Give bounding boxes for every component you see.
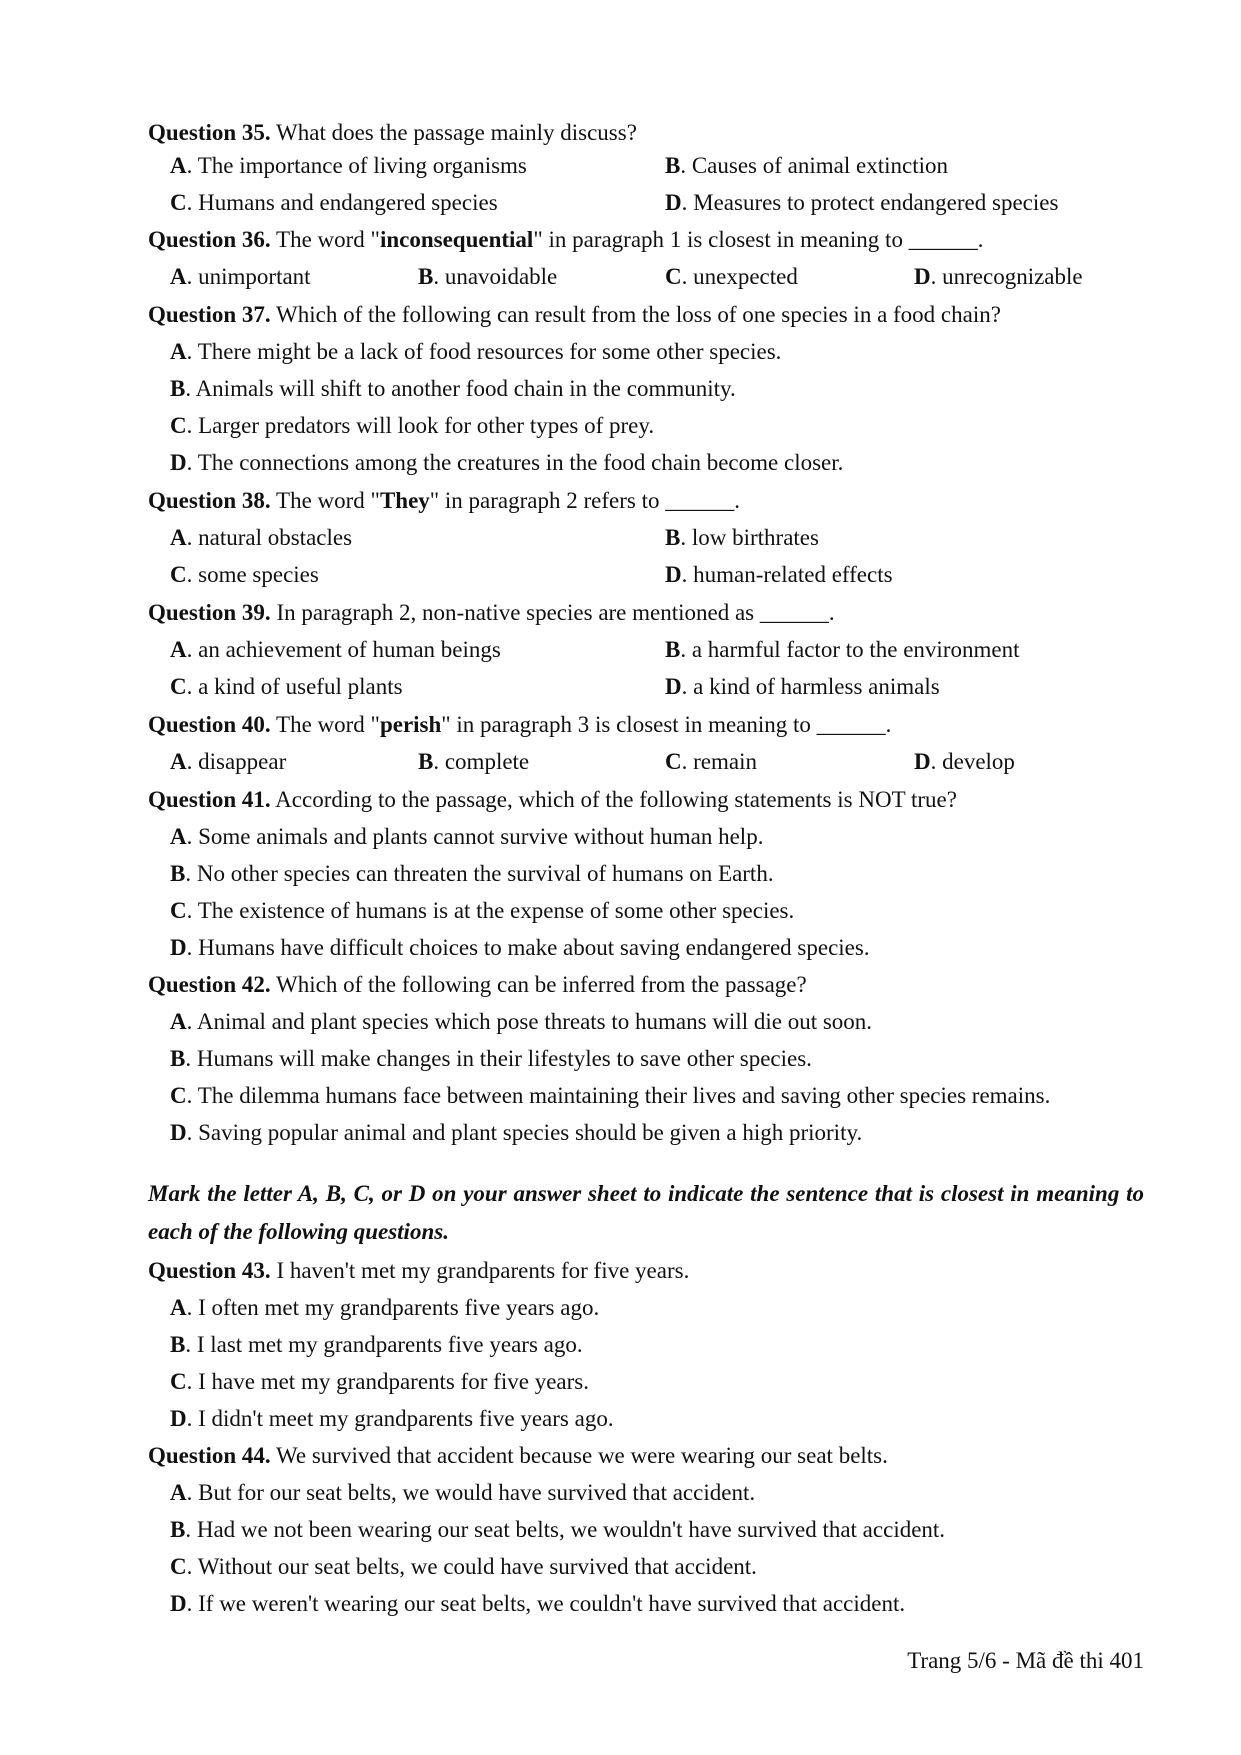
option-d[interactable]: D. unrecognizable [914,264,1083,289]
option-d[interactable]: D. Measures to protect endangered species [665,190,1059,215]
question-number: Question 40. [148,712,271,737]
option-a[interactable]: A. I often met my grandparents five years ago. [170,1295,600,1320]
question-number: Question 44. [148,1443,271,1468]
option-c[interactable]: C. some species [170,562,319,587]
option-c[interactable]: C. remain [665,749,757,774]
question-number: Question 37. [148,302,271,327]
option-a[interactable]: A. disappear [170,749,287,774]
question-number: Question 39. [148,600,271,625]
option-a[interactable]: A. Some animals and plants cannot survive without human help. [170,824,764,849]
option-c[interactable]: C. Without our seat belts, we could have survived that accident. [170,1554,757,1579]
question-37: Question 37. Which of the following can result from the loss of one species in a food chain? [148,302,1001,327]
option-b[interactable]: B. Animals will shift to another food chain in the community. [170,376,736,401]
option-d[interactable]: D. The connections among the creatures in the food chain become closer. [170,450,844,475]
question-number: Question 35. [148,120,271,145]
option-d[interactable]: D. develop [914,749,1015,774]
question-number: Question 36. [148,227,271,252]
option-a[interactable]: A. But for our seat belts, we would have survived that accident. [170,1480,756,1505]
option-b[interactable]: B. low birthrates [665,525,819,550]
option-d[interactable]: D. a kind of harmless animals [665,674,940,699]
question-42: Question 42. Which of the following can be inferred from the passage? [148,972,807,997]
question-text: What does the passage mainly discuss? [270,120,637,145]
question-39: Question 39. In paragraph 2, non-native species are mentioned as ______. [148,600,835,625]
option-a[interactable]: A. unimportant [170,264,311,289]
keyword: They [379,488,430,513]
question-number: Question 43. [148,1258,271,1283]
question-number: Question 38. [148,488,271,513]
option-a[interactable]: A. natural obstacles [170,525,353,550]
option-b[interactable]: B. No other species can threaten the survival of humans on Earth. [170,861,774,886]
option-b[interactable]: B. a harmful factor to the environment [665,637,1020,662]
option-c[interactable]: C. unexpected [665,264,798,289]
question-41: Question 41. According to the passage, which of the following statements is NOT true? [148,787,957,812]
option-d[interactable]: D. human-related effects [665,562,893,587]
option-b[interactable]: B. unavoidable [418,264,558,289]
option-a[interactable]: A. an achievement of human beings [170,637,501,662]
question-35 [148,118,637,148]
question-number: Question 41. [148,787,271,812]
section-instruction: Mark the letter A, B, C, or D on your answer sheet to indicate the sentence that is closest in meaning to each of the following questions. [148,1181,1144,1244]
option-b[interactable]: B. I last met my grandparents five years ago. [170,1332,583,1357]
keyword: inconsequential [379,227,534,252]
option-d[interactable]: D. If we weren't wearing our seat belts, we couldn't have survived that accident. [170,1591,906,1616]
question-43: Question 43. I haven't met my grandparents for five years. [148,1258,690,1283]
option-c[interactable]: C. The dilemma humans face between maintaining their lives and saving other species remains. [170,1083,1051,1108]
option-d[interactable]: D. Saving popular animal and plant species should be given a high priority. [170,1120,863,1145]
option-a[interactable]: A. The importance of living organisms [170,153,527,178]
option-a[interactable]: A. There might be a lack of food resources for some other species. [170,339,782,364]
question-38: Question 38. The word "They" in paragraph 2 refers to ______. [148,488,740,513]
option-a[interactable]: A. Animal and plant species which pose threats to humans will die out soon. [170,1009,873,1034]
question-44: Question 44. We survived that accident because we were wearing our seat belts. [148,1443,888,1468]
option-c[interactable]: C. Larger predators will look for other types of prey. [170,413,655,438]
option-b[interactable]: B. Had we not been wearing our seat belts, we wouldn't have survived that accident. [170,1517,946,1542]
option-b[interactable]: B. Humans will make changes in their lifestyles to save other species. [170,1046,812,1071]
option-c[interactable]: C. I have met my grandparents for five years. [170,1369,589,1394]
question-36: Question 36. The word "inconsequential" in paragraph 1 is closest in meaning to ______. [148,227,984,252]
option-c[interactable]: C. The existence of humans is at the expense of some other species. [170,898,795,923]
option-c[interactable]: C. a kind of useful plants [170,674,403,699]
question-number: Question 42. [148,972,271,997]
question-40: Question 40. The word "perish" in paragraph 3 is closest in meaning to ______. [148,712,892,737]
option-b[interactable]: B. complete [418,749,530,774]
option-d[interactable]: D. Humans have difficult choices to make about saving endangered species. [170,935,870,960]
option-d[interactable]: D. I didn't meet my grandparents five years ago. [170,1406,614,1431]
page-footer: Trang 5/6 - Mã đề thi 401 [907,1648,1144,1673]
option-b[interactable]: B. Causes of animal extinction [665,153,948,178]
keyword: perish [379,712,442,737]
option-c[interactable]: C. Humans and endangered species [170,190,498,215]
